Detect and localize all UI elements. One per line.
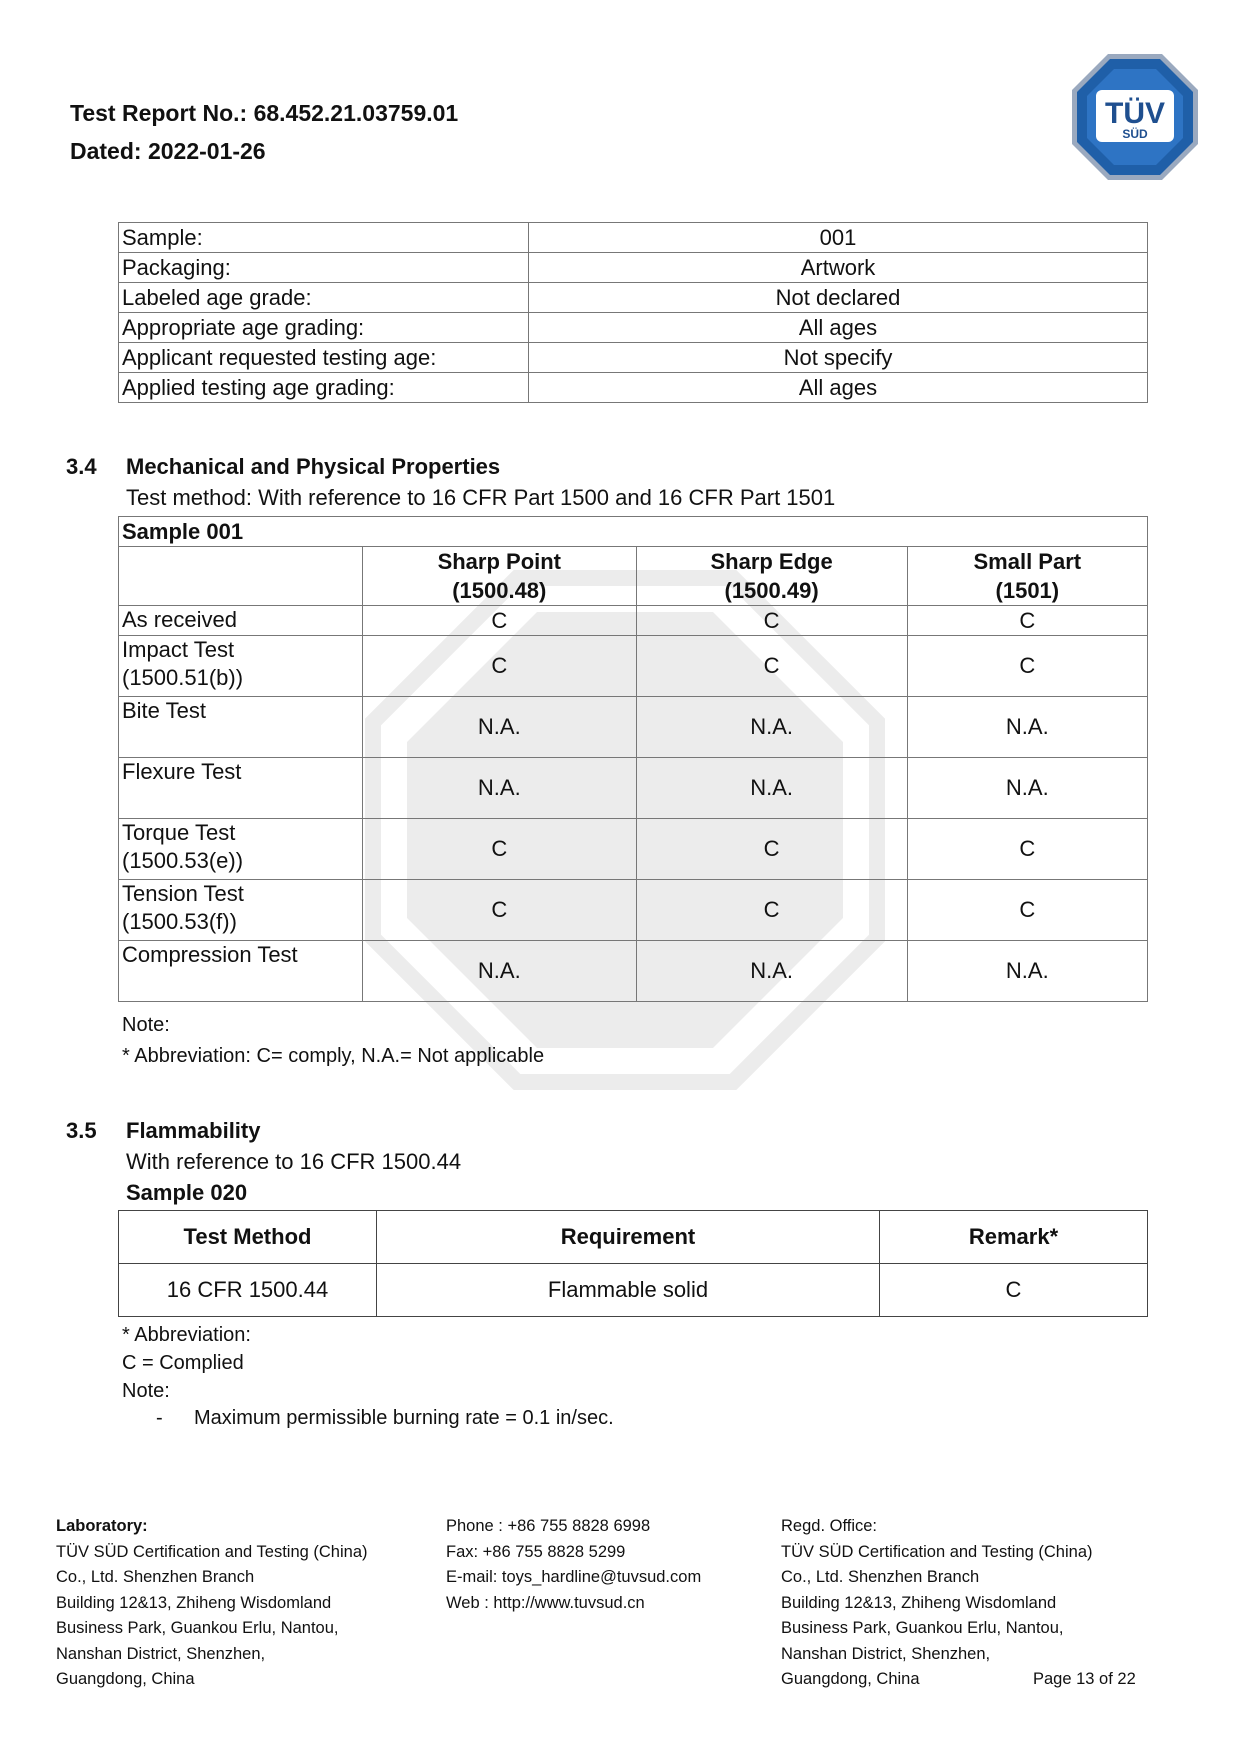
footer-line: Building 12&13, Zhiheng Wisdomland (781, 1593, 1057, 1612)
footer-line: Building 12&13, Zhiheng Wisdomland (56, 1593, 332, 1612)
footer-line: Business Park, Guankou Erlu, Nantou, (56, 1619, 339, 1637)
row-label: Tension Test (1500.53(f)) (119, 880, 363, 941)
footer-line: Phone : +86 755 8828 6998 (446, 1517, 651, 1535)
table-header-row (119, 1211, 1148, 1264)
footer-contact (446, 1514, 776, 1616)
column-header: Sharp Edge (1500.49) (636, 547, 907, 606)
result-cell: C (636, 880, 907, 941)
result-cell: N.A. (636, 697, 907, 758)
section-number: 3.4 (66, 454, 97, 479)
result-cell: C (636, 636, 907, 697)
note-label: Note: (122, 1014, 170, 1036)
table-cell: Flammable solid (377, 1264, 880, 1317)
footer-line: Regd. Office: (781, 1517, 877, 1535)
result-cell: N.A. (636, 941, 907, 1002)
page-number: Page 13 of 22 (1033, 1670, 1136, 1688)
sample-label: Sample 020 (126, 1180, 248, 1205)
result-cell: N.A. (907, 941, 1147, 1002)
table-row (119, 636, 1148, 697)
table-row (119, 373, 1148, 403)
column-header: Remark* (880, 1211, 1148, 1264)
result-cell: C (363, 819, 637, 880)
result-cell: C (636, 606, 907, 636)
table-row (119, 758, 1148, 819)
footer-line: Guangdong, China (781, 1670, 920, 1688)
info-label: Applicant requested testing age: (119, 343, 529, 373)
result-cell: N.A. (363, 697, 637, 758)
result-cell: C (363, 880, 637, 941)
footer-line: Co., Ltd. Shenzhen Branch (781, 1568, 980, 1586)
footer-line: Nanshan District, Shenzhen, (781, 1644, 991, 1663)
result-cell: C (363, 636, 637, 697)
row-label: Flexure Test (119, 758, 363, 819)
bullet-dash: - (156, 1407, 163, 1429)
test-method: Test method: With reference to 16 CFR Part 1500 and 16 CFR Part 1501 (126, 485, 836, 510)
footer-line: Nanshan District, Shenzhen, (56, 1644, 266, 1663)
table-row (119, 606, 1148, 636)
footer-office (781, 1514, 1141, 1693)
note-item: Maximum permissible burning rate = 0.1 in/sec. (194, 1407, 614, 1429)
table-row (119, 283, 1148, 313)
result-cell: C (907, 636, 1147, 697)
info-value: Not specify (529, 343, 1148, 373)
column-header: Requirement (377, 1211, 880, 1264)
result-cell: C (907, 606, 1147, 636)
footer-line: Guangdong, China (56, 1670, 195, 1688)
info-label: Labeled age grade: (119, 283, 529, 313)
table-header-row (119, 547, 1148, 606)
mechanical-results-table (118, 516, 1148, 1002)
footer-line: Co., Ltd. Shenzhen Branch (56, 1568, 255, 1586)
table-cell: C (880, 1264, 1148, 1317)
column-header: Test Method (119, 1211, 377, 1264)
flammability-table (118, 1210, 1148, 1317)
logo-text-tuv: TÜV (1105, 97, 1165, 130)
result-cell: C (907, 819, 1147, 880)
info-value: 001 (529, 223, 1148, 253)
info-value: All ages (529, 313, 1148, 343)
info-label: Applied testing age grading: (119, 373, 529, 403)
table-cell: 16 CFR 1500.44 (119, 1264, 377, 1317)
row-label: Compression Test (119, 941, 363, 1002)
report-date: Dated: 2022-01-26 (70, 138, 266, 164)
abbreviation-label: * Abbreviation: (122, 1324, 251, 1346)
table-row (119, 880, 1148, 941)
tuv-sud-logo-icon (1070, 52, 1200, 182)
result-cell: N.A. (907, 758, 1147, 819)
abbreviation-note: * Abbreviation: C= comply, N.A.= Not applicable (122, 1045, 545, 1067)
row-label: Torque Test (1500.53(e)) (119, 819, 363, 880)
footer-line: E-mail: toys_hardline@tuvsud.com (446, 1568, 702, 1586)
section-number: 3.5 (66, 1118, 97, 1143)
row-label: Impact Test (1500.51(b)) (119, 636, 363, 697)
info-label: Appropriate age grading: (119, 313, 529, 343)
row-label: Bite Test (119, 697, 363, 758)
footer-laboratory (56, 1514, 436, 1693)
flammability-reference: With reference to 16 CFR 1500.44 (126, 1149, 462, 1174)
table-row (119, 517, 1148, 547)
sample-label: Sample 001 (119, 517, 1148, 547)
table-row (119, 253, 1148, 283)
footer-line: TÜV SÜD Certification and Testing (China) (781, 1542, 1093, 1561)
result-cell: N.A. (907, 697, 1147, 758)
footer-line: Fax: +86 755 8828 5299 (446, 1542, 626, 1561)
result-cell: C (636, 819, 907, 880)
info-value: Artwork (529, 253, 1148, 283)
table-row (119, 819, 1148, 880)
table-row (119, 343, 1148, 373)
result-cell: N.A. (363, 941, 637, 1002)
section-title: Mechanical and Physical Properties (126, 454, 501, 479)
sample-info-table (118, 222, 1148, 403)
column-header: Sharp Point (1500.48) (363, 547, 637, 606)
info-value: All ages (529, 373, 1148, 403)
result-cell: C (363, 606, 637, 636)
header-empty-cell (119, 547, 363, 606)
result-cell: N.A. (363, 758, 637, 819)
result-cell: N.A. (636, 758, 907, 819)
abbreviation-complied: C = Complied (122, 1352, 244, 1374)
table-row (119, 697, 1148, 758)
result-cell: C (907, 880, 1147, 941)
info-label: Sample: (119, 223, 529, 253)
footer-lab-title: Laboratory: (56, 1517, 148, 1535)
logo-text-sud: SÜD (1122, 127, 1148, 141)
footer-line: TÜV SÜD Certification and Testing (China) (56, 1542, 368, 1561)
section-title: Flammability (126, 1118, 261, 1143)
row-label: As received (119, 606, 363, 636)
table-row (119, 941, 1148, 1002)
table-row (119, 313, 1148, 343)
note-label: Note: (122, 1380, 170, 1402)
table-row (119, 1264, 1148, 1317)
column-header: Small Part (1501) (907, 547, 1147, 606)
info-value: Not declared (529, 283, 1148, 313)
footer-line: Business Park, Guankou Erlu, Nantou, (781, 1619, 1064, 1637)
footer-line: Web : http://www.tuvsud.cn (446, 1593, 645, 1612)
info-label: Packaging: (119, 253, 529, 283)
report-number: Test Report No.: 68.452.21.03759.01 (70, 100, 459, 126)
table-row (119, 223, 1148, 253)
